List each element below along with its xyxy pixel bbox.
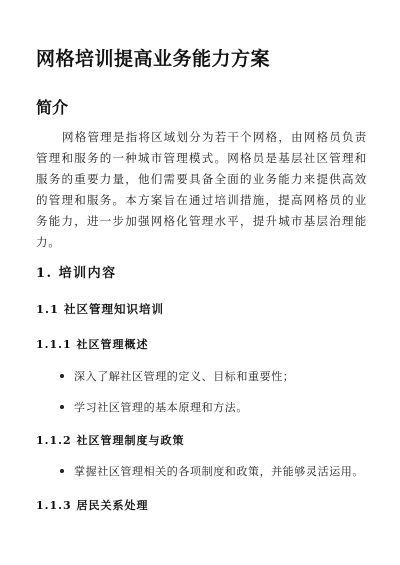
list-item-text: 掌握社区管理相关的各项制度和政策，并能够灵活运用。 (74, 465, 364, 478)
list-item-text: 学习社区管理的基本原理和方法。 (74, 401, 248, 414)
subsubsection-heading-policy: 1.1.2 社区管理制度与政策 (36, 434, 185, 447)
bullet-icon (60, 469, 64, 473)
bullet-icon (60, 405, 64, 409)
list-item (60, 368, 294, 384)
intro-paragraph: 网格管理是指将区域划分为若干个网格，由网格员负责管理和服务的一种城市管理模式。网格员是基层社区管理和服务的重要力量，他们需要具备全面的业务能力来提供高效的管理和服务。本方案旨在通过培训措施，提高网格员的业务能力，进一步加强网格化管理水平，提升城市基层治理能力。 (36, 130, 367, 249)
list-item (60, 463, 364, 479)
subsubsection-heading-overview: 1.1.1 社区管理概述 (36, 338, 149, 351)
list-item-text: 深入了解社区管理的定义、目标和重要性； (74, 370, 295, 383)
subsection-heading-community-knowledge: 1.1 社区管理知识培训 (36, 302, 165, 316)
intro-heading: 简介 (36, 98, 69, 117)
list-item (60, 399, 248, 415)
subsubsection-heading-resident-relations: 1.1.3 居民关系处理 (36, 499, 149, 512)
section-heading-training-content: 1. 培训内容 (36, 266, 117, 281)
document-title: 网格培训提高业务能力方案 (36, 48, 271, 70)
bullet-icon (60, 374, 64, 378)
